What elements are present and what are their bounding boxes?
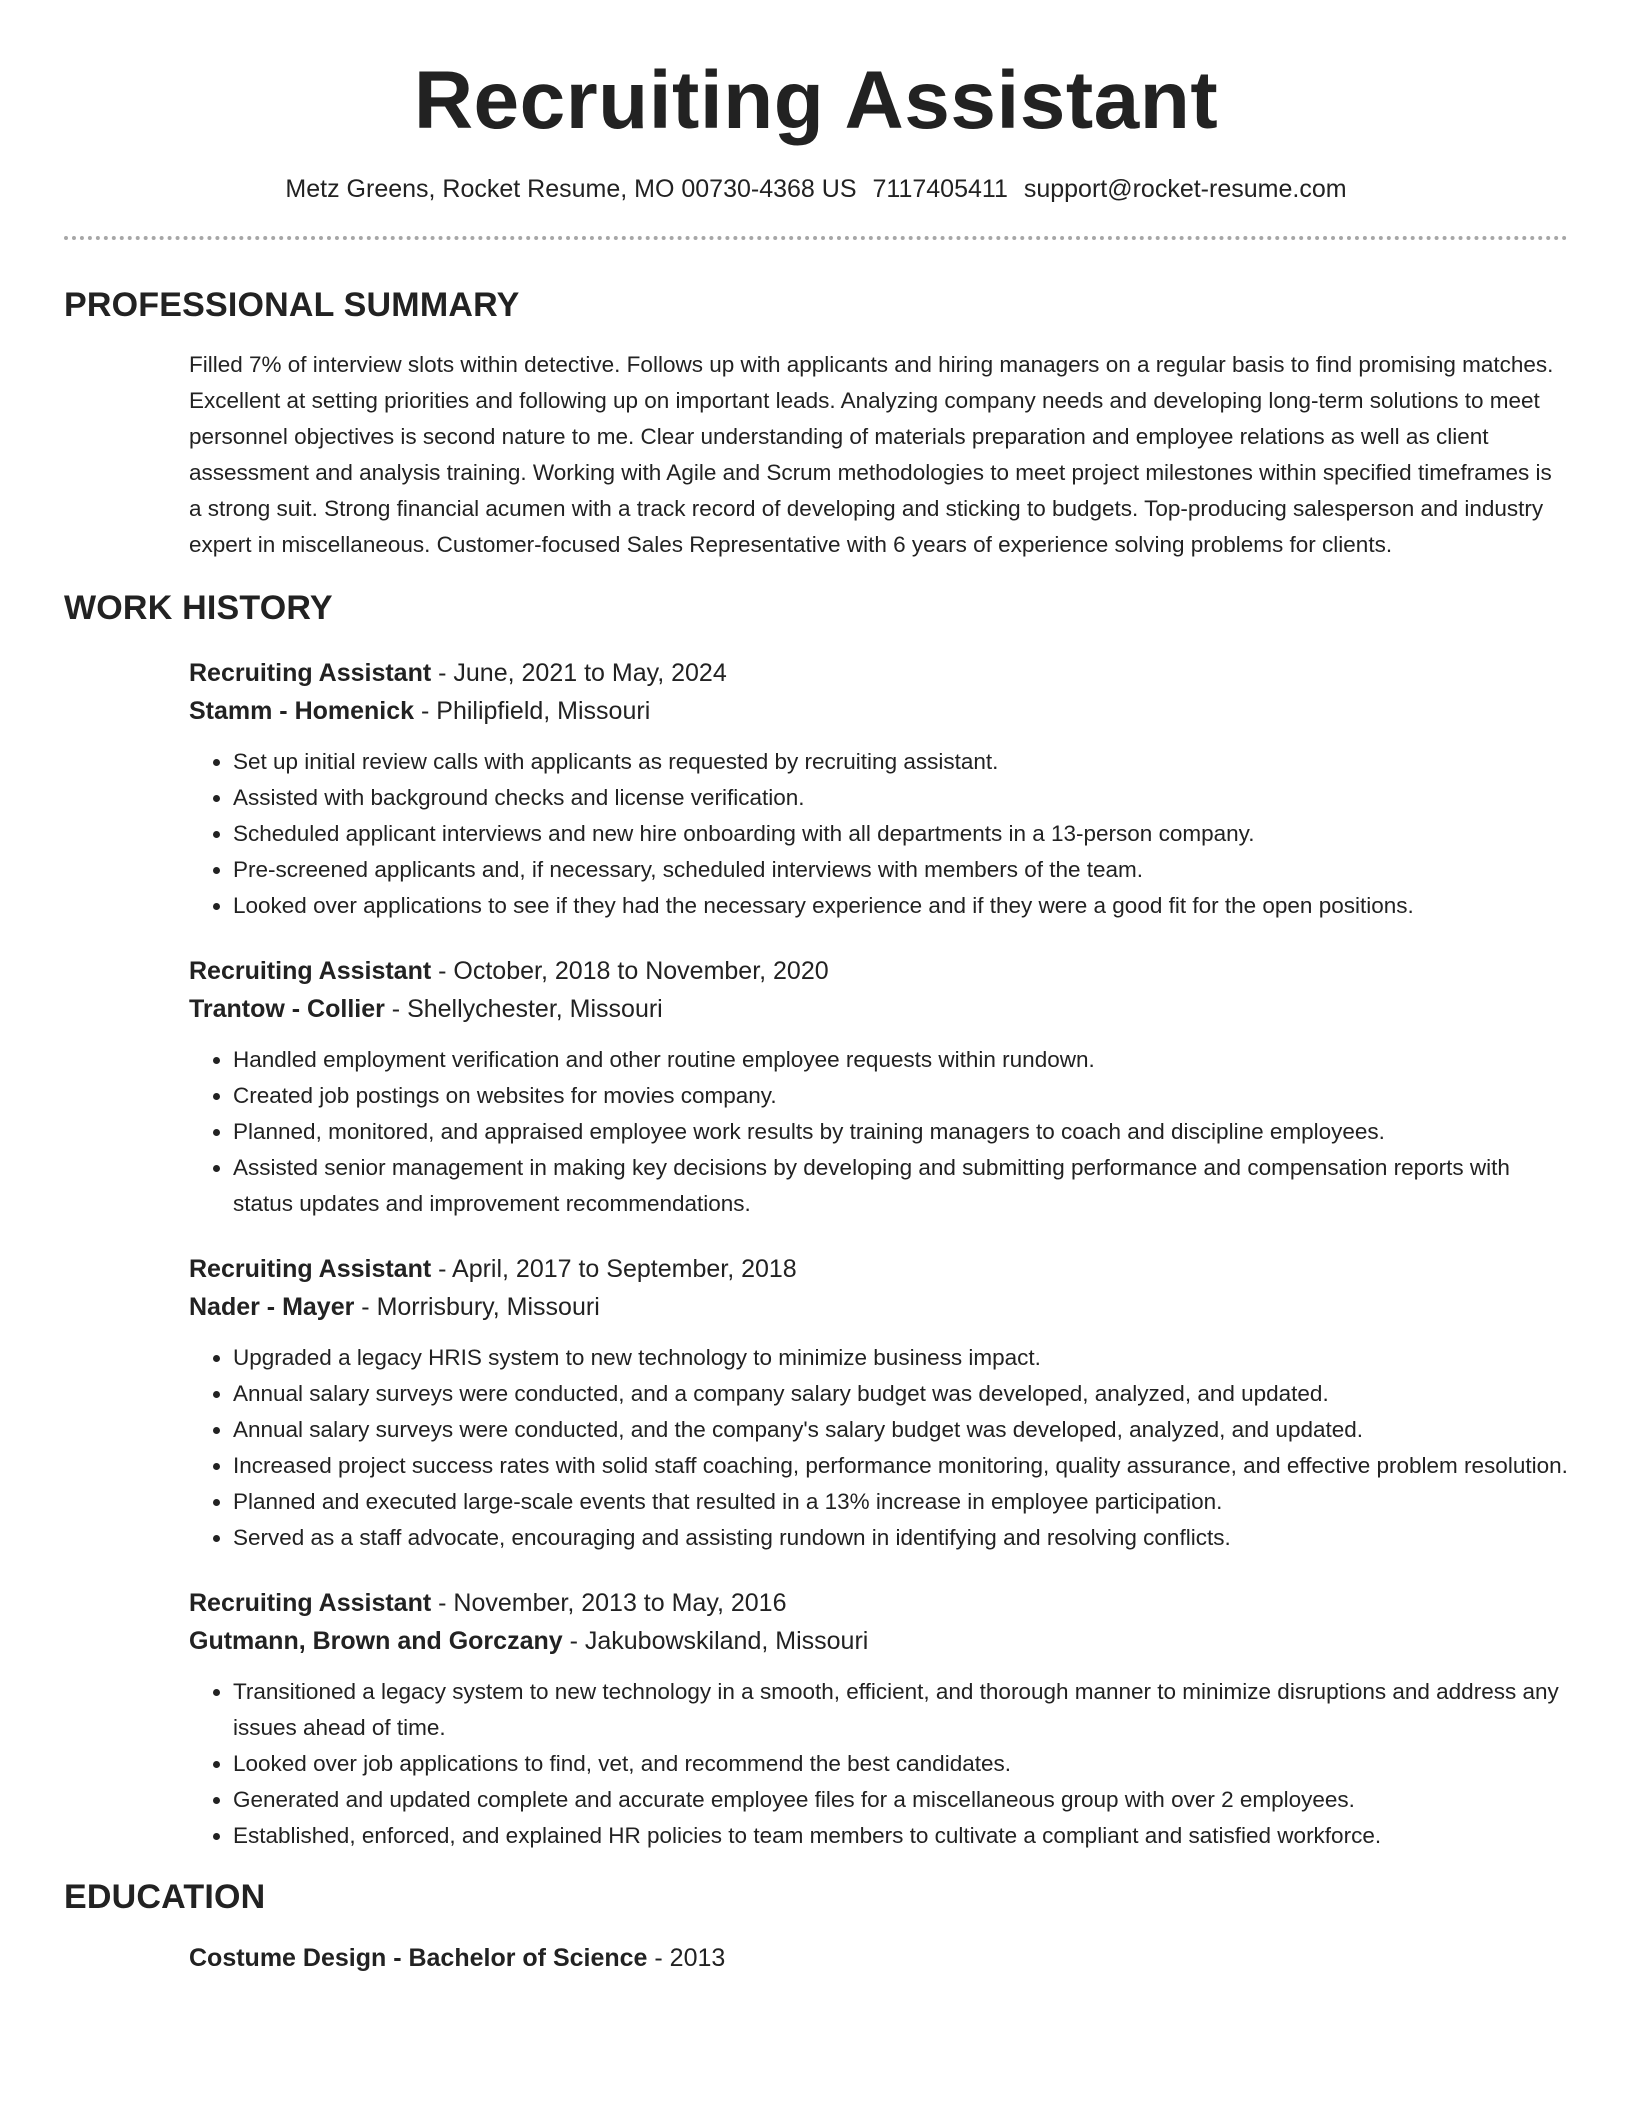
job-company: Stamm - Homenick bbox=[189, 697, 415, 726]
job-dates: - June, 2021 to May, 2024 bbox=[431, 659, 727, 688]
job-bullets bbox=[189, 1674, 1568, 1854]
header-divider bbox=[64, 236, 1568, 240]
contact-line bbox=[64, 174, 1568, 204]
job-company: Gutmann, Brown and Gorczany bbox=[189, 1627, 563, 1656]
list-item: • Assisted senior management in making key decisions by developing and submitting performance and compensation reports with status updates and improvement recommendations. bbox=[233, 1150, 1568, 1222]
list-item: • Set up initial review calls with applicants as requested by recruiting assistant. bbox=[233, 744, 1568, 780]
job-title-line bbox=[189, 654, 1568, 692]
list-item: • Looked over job applications to find, vet, and recommend the best candidates. bbox=[233, 1746, 1568, 1782]
summary-body bbox=[64, 347, 1568, 563]
job-role: Recruiting Assistant bbox=[189, 1589, 432, 1618]
job-dates: - October, 2018 to November, 2020 bbox=[431, 957, 829, 986]
education-degree: Costume Design - Bachelor of Science bbox=[189, 1944, 648, 1973]
job-dates: - November, 2013 to May, 2016 bbox=[431, 1589, 787, 1618]
job-location: - Philipfield, Missouri bbox=[414, 697, 651, 726]
contact-email: support@rocket-resume.com bbox=[1023, 175, 1347, 204]
job-role: Recruiting Assistant bbox=[189, 659, 432, 688]
job-location: - Shellychester, Missouri bbox=[384, 995, 663, 1024]
list-item: • Handled employment verification and other routine employee requests within rundown. bbox=[233, 1042, 1568, 1078]
job-role: Recruiting Assistant bbox=[189, 1255, 432, 1284]
contact-phone: 7117405411 bbox=[872, 175, 1008, 204]
candidate-name: Recruiting Assistant bbox=[413, 55, 1219, 146]
list-item: • Created job postings on websites for movies company. bbox=[233, 1078, 1568, 1114]
job-dates: - April, 2017 to September, 2018 bbox=[431, 1255, 797, 1284]
education-entry bbox=[189, 1939, 1568, 1977]
list-item: • Generated and updated complete and accurate employee files for a miscellaneous group with over 2 employees. bbox=[233, 1782, 1568, 1818]
list-item: • Pre-screened applicants and, if necessary, scheduled interviews with members of the team. bbox=[233, 852, 1568, 888]
list-item: • Served as a staff advocate, encouraging and assisting rundown in identifying and resolving conflicts. bbox=[233, 1520, 1568, 1556]
work-section bbox=[64, 589, 1568, 1854]
job-role: Recruiting Assistant bbox=[189, 957, 432, 986]
list-item: • Annual salary surveys were conducted, and a company salary budget was developed, analyzed, and updated. bbox=[233, 1376, 1568, 1412]
section-title-education: EDUCATION bbox=[64, 1878, 266, 1917]
section-title-work: WORK HISTORY bbox=[64, 589, 333, 628]
job-company-line bbox=[189, 990, 1568, 1028]
job-company: Nader - Mayer bbox=[189, 1293, 355, 1322]
list-item: • Established, enforced, and explained HR policies to team members to cultivate a compliant and satisfied workforce. bbox=[233, 1818, 1568, 1854]
job-entry bbox=[189, 1250, 1568, 1556]
list-item: • Planned, monitored, and appraised employee work results by training managers to coach and discipline employees. bbox=[233, 1114, 1568, 1150]
job-title-line bbox=[189, 1250, 1568, 1288]
list-item: • Looked over applications to see if they had the necessary experience and if they were a good fit for the open positions. bbox=[233, 888, 1568, 924]
job-title-line bbox=[189, 952, 1568, 990]
job-title-line bbox=[189, 1584, 1568, 1622]
job-entry bbox=[189, 1584, 1568, 1854]
list-item: • Transitioned a legacy system to new technology in a smooth, efficient, and thorough manner to minimize disruptions and address any issues ahead of time. bbox=[233, 1674, 1568, 1746]
job-entry bbox=[189, 654, 1568, 924]
job-company: Trantow - Collier bbox=[189, 995, 385, 1024]
summary-text: Filled 7% of interview slots within detective. Follows up with applicants and hiring managers on a regular basis to find promising matches. Excellent at setting priorities and following up on important leads. Analyzing company needs and developing long-term solutions to meet personnel objectives is second nature to me. Clear understanding of materials preparation and employee relations as well as client assessment and analysis training. Working with Agile and Scrum methodologies to meet project milestones within specified timeframes is a strong suit. Strong financial acumen with a track record of developing and sticking to budgets. Top-producing salesperson and industry expert in miscellaneous. Customer-focused Sales Representative with 6 years of experience solving problems for clients. bbox=[189, 352, 1554, 558]
job-company-line bbox=[189, 1622, 1568, 1660]
list-item: • Annual salary surveys were conducted, and the company's salary budget was developed, analyzed, and updated. bbox=[233, 1412, 1568, 1448]
contact-address: Metz Greens, Rocket Resume, MO 00730-4368 US bbox=[285, 175, 857, 204]
job-bullets bbox=[189, 1340, 1568, 1556]
list-item: • Scheduled applicant interviews and new hire onboarding with all departments in a 13-person company. bbox=[233, 816, 1568, 852]
job-bullets bbox=[189, 744, 1568, 924]
list-item: • Upgraded a legacy HRIS system to new technology to minimize business impact. bbox=[233, 1340, 1568, 1376]
work-body bbox=[64, 654, 1568, 1854]
job-location: - Jakubowskiland, Missouri bbox=[562, 1627, 869, 1656]
job-location: - Morrisbury, Missouri bbox=[354, 1293, 600, 1322]
summary-section bbox=[64, 286, 1568, 563]
list-item: • Increased project success rates with solid staff coaching, performance monitoring, quality assurance, and effective problem resolution. bbox=[233, 1448, 1568, 1484]
education-year: - 2013 bbox=[647, 1944, 726, 1973]
section-title-summary: PROFESSIONAL SUMMARY bbox=[64, 286, 520, 325]
education-section bbox=[64, 1878, 1568, 1977]
job-entry bbox=[189, 952, 1568, 1222]
resume-header bbox=[64, 0, 1568, 240]
job-company-line bbox=[189, 692, 1568, 730]
job-company-line bbox=[189, 1288, 1568, 1326]
education-body bbox=[64, 1939, 1568, 1977]
job-bullets bbox=[189, 1042, 1568, 1222]
list-item: • Planned and executed large-scale events that resulted in a 13% increase in employee participation. bbox=[233, 1484, 1568, 1520]
list-item: • Assisted with background checks and license verification. bbox=[233, 780, 1568, 816]
